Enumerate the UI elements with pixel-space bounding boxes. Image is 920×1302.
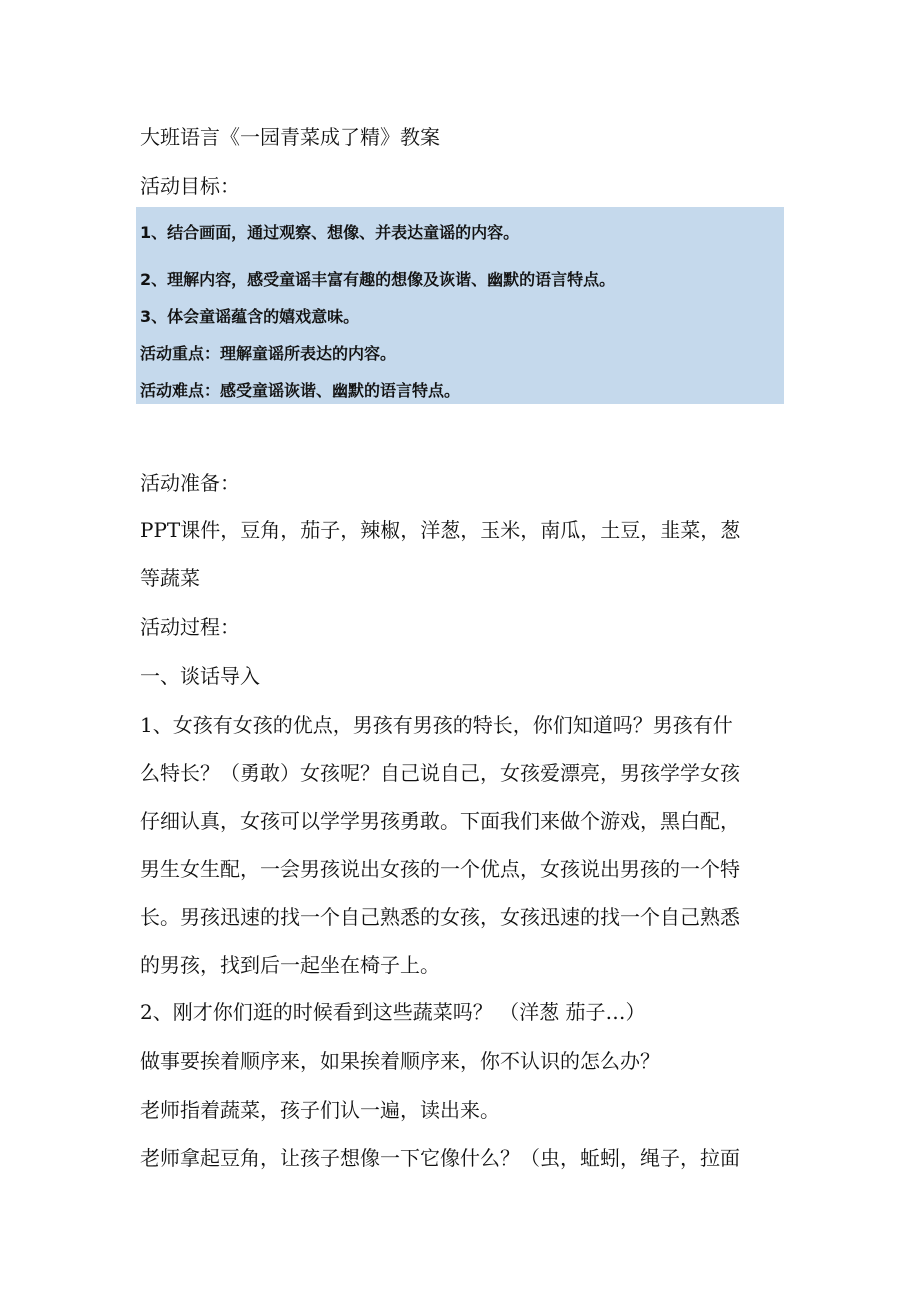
- goal-item-3: 3、体会童谣蕴含的嬉戏意味。: [140, 307, 360, 326]
- prep-line-2: 等蔬菜: [140, 566, 200, 590]
- para1-line-1: 1、女孩有女孩的优点，男孩有男孩的特长，你们知道吗？男孩有什: [140, 713, 733, 737]
- goal-item-1: 1、结合画面，通过观察、想像、并表达童谣的内容。: [140, 223, 520, 242]
- para3: 做事要挨着顺序来，如果挨着顺序来，你不认识的怎么办？: [140, 1049, 660, 1073]
- goal-item-2: 2、理解内容，感受童谣丰富有趣的想像及诙谐、幽默的语言特点。: [140, 270, 616, 289]
- prep-line-1: PPT课件，豆角，茄子，辣椒，洋葱，玉米，南瓜，土豆，韭菜，葱: [140, 518, 741, 542]
- para1-line-6: 的男孩，找到后一起坐在椅子上。: [140, 953, 440, 977]
- goals-heading: 活动目标：: [140, 174, 240, 198]
- key-point: 活动重点：理解童谣所表达的内容。: [140, 344, 397, 363]
- para2: 2、刚才你们逛的时候看到这些蔬菜吗？ （洋葱 茄子…）: [140, 1000, 646, 1024]
- difficulty-point: 活动难点：感受童谣诙谐、幽默的语言特点。: [140, 381, 461, 400]
- para4: 老师指着蔬菜，孩子们认一遍，读出来。: [140, 1098, 500, 1122]
- para1-line-2: 么特长？（勇敢）女孩呢？自己说自己，女孩爱漂亮，男孩学学女孩: [140, 761, 740, 785]
- prep-heading: 活动准备：: [140, 471, 240, 495]
- para1-line-4: 男生女生配，一会男孩说出女孩的一个优点，女孩说出男孩的一个特: [140, 857, 740, 881]
- document-title: 大班语言《一园青菜成了精》教案: [140, 125, 440, 149]
- para5: 老师拿起豆角，让孩子想像一下它像什么？（虫，蚯蚓，绳子，拉面: [140, 1146, 740, 1170]
- para1-line-5: 长。男孩迅速的找一个自己熟悉的女孩，女孩迅速的找一个自己熟悉: [140, 905, 740, 929]
- section-1-heading: 一、谈话导入: [140, 664, 260, 688]
- process-heading: 活动过程：: [140, 615, 240, 639]
- para1-line-3: 仔细认真，女孩可以学学男孩勇敢。下面我们来做个游戏，黑白配，: [140, 809, 740, 833]
